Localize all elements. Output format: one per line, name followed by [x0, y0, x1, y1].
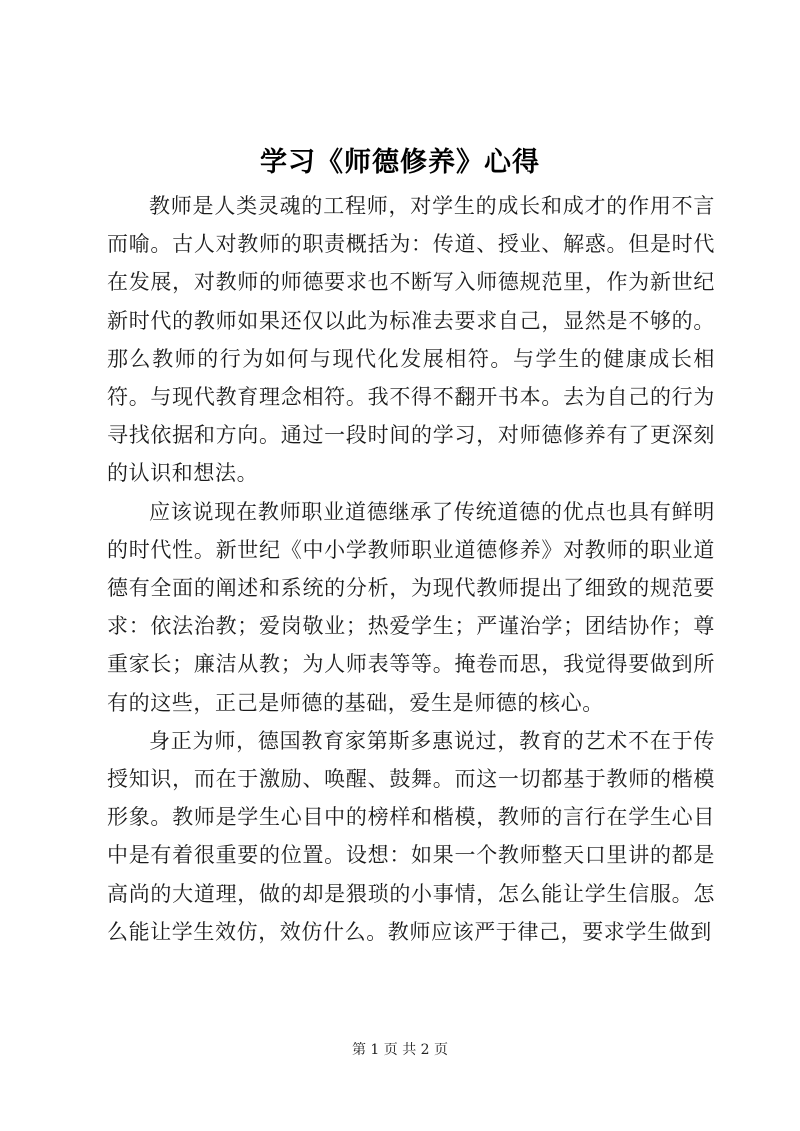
paragraph-1: 教师是人类灵魂的工程师，对学生的成长和成才的作用不言而喻。古人对教师的职责概括为：传道、授业、解惑。但是时代在发展，对教师的师德要求也不断写入师德规范里，作为新世纪新时代的教师如果还仅以此为标准去要求自己，显然是不够的。那么教师的行为如何与现代化发展相符。与学生的健康成长相符。与现代教育理念相符。我不得不翻开书本。去为自己的行为寻找依据和方向。通过一段时间的学习，对师德修养有了更深刻的认识和想法。: [107, 194, 715, 486]
page-footer: 第 1 页 共 2 页: [351, 1042, 449, 1058]
document-body: [107, 187, 715, 951]
paragraph-2: 应该说现在教师职业道德继承了传统道德的优点也具有鲜明的时代性。新世纪《中小学教师职业道德修养》对教师的职业道德有全面的阐述和系统的分析，为现代教师提出了细致的规范要求：依法治教；爱岗敬业；热爱学生；严谨治学；团结协作；尊重家长；廉洁从教；为人师表等等。掩卷而思，我觉得要做到所有的这些，正己是师德的基础，爱生是师德的核心。: [107, 499, 715, 715]
document-title: 学习《师德修养》心得: [260, 147, 540, 178]
paragraph-3: 身正为师，德国教育家第斯多惠说过，教育的艺术不在于传授知识，而在于激励、唤醒、鼓舞。而这一切都基于教师的楷模形象。教师是学生心目中的榜样和楷模，教师的言行在学生心目中是有着很重要的位置。设想：如果一个教师整天口里讲的都是高尚的大道理，做的却是猥琐的小事情，怎么能让学生信服。怎么能让学生效仿，效仿什么。教师应该严于律己，要求学生做到: [107, 728, 715, 944]
